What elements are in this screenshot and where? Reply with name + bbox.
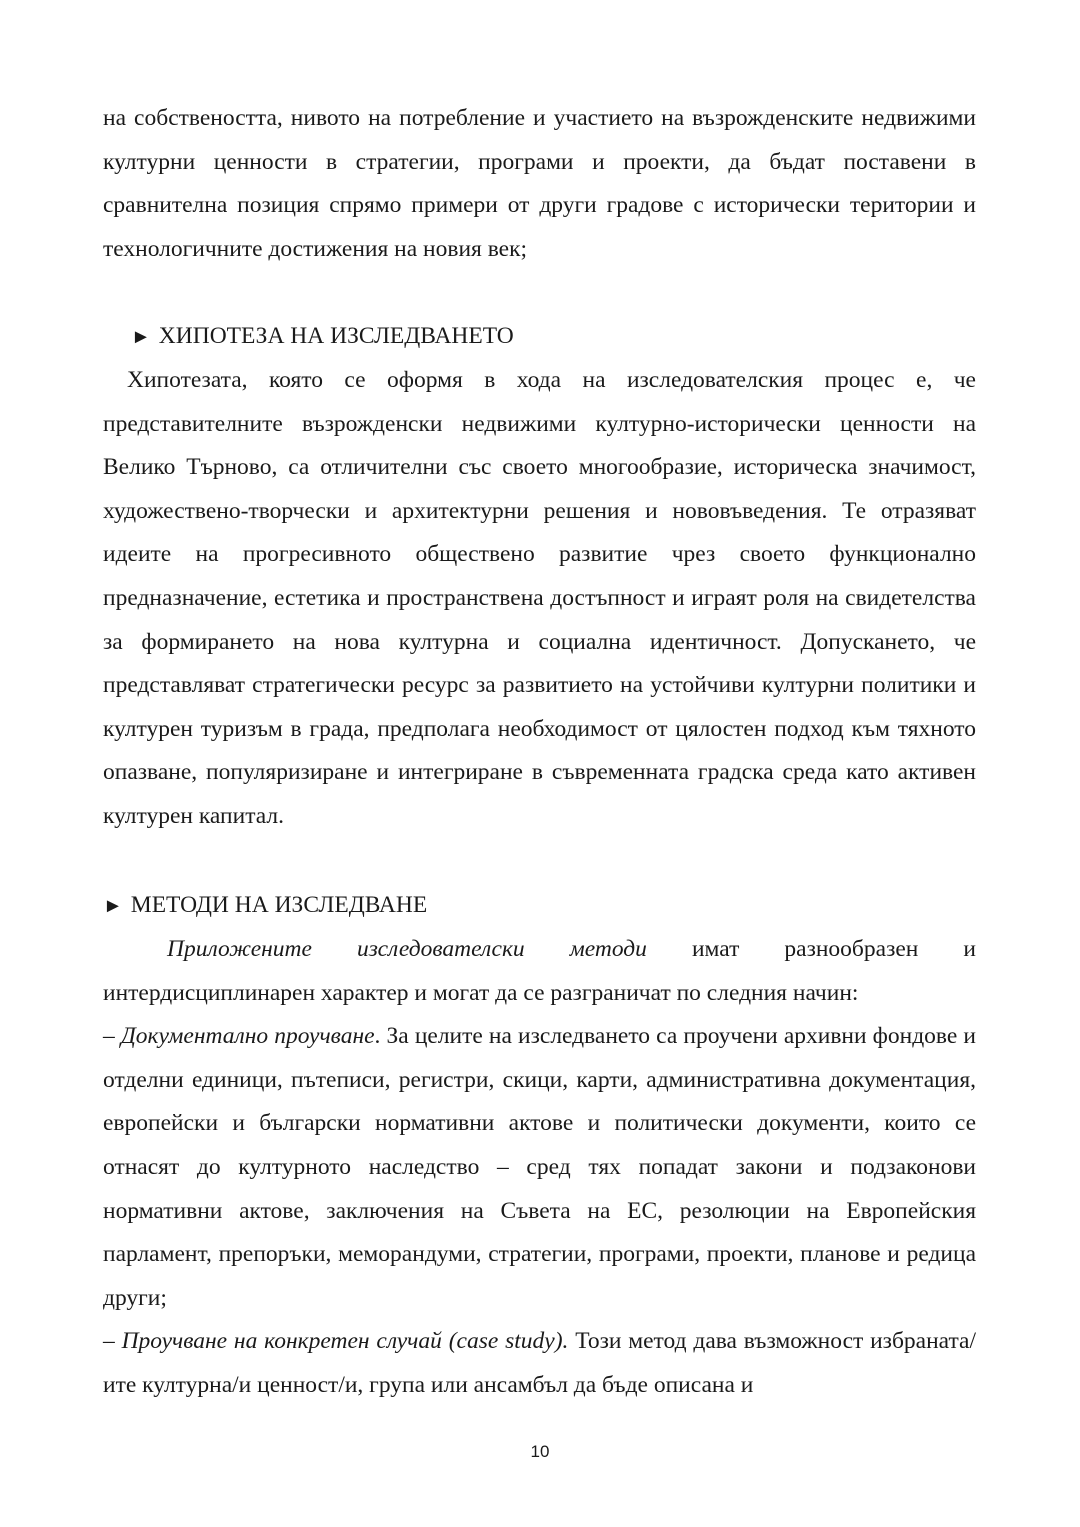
heading-methods bbox=[103, 884, 427, 929]
hypothesis-paragraph-block bbox=[103, 359, 976, 839]
method-documentary bbox=[103, 1015, 976, 1320]
intro-paragraph: на собствеността, нивото на потребление и участието на възрожденските недвижими културни ценности в стратегии, програми и проекти, да бъдат поставени в сравнителна позиция спрямо примери от други градове с исторически територии и технологичните достижения на новия век; bbox=[103, 105, 976, 262]
intro-paragraph-block bbox=[103, 97, 976, 271]
method-case-study-title: Проучване на конкретен случай (case study). bbox=[121, 1328, 569, 1355]
method-case-study bbox=[103, 1320, 976, 1407]
method-documentary-title: Документално проучване bbox=[120, 1023, 375, 1050]
method-documentary-dash: – bbox=[103, 1023, 121, 1050]
heading-methods-text: МЕТОДИ НА ИЗСЛЕДВАНЕ bbox=[130, 892, 428, 918]
methods-intro-text: имат разнообразен и интердисциплинарен характер и могат да се разграничат по следния начин: bbox=[103, 936, 976, 1006]
heading-hypothesis-text: ХИПОТЕЗА НА ИЗСЛЕДВАНЕТО bbox=[158, 323, 514, 349]
methods-intro-paragraph bbox=[103, 928, 976, 1015]
triangle-bullet-icon: ► bbox=[131, 326, 151, 348]
triangle-bullet-icon: ► bbox=[103, 895, 123, 917]
method-case-study-text: Този метод дава възможност избраната/ите културна/и ценност/и, група или ансамбъл да бъде описана и bbox=[103, 1328, 977, 1398]
method-case-study-dash: – bbox=[103, 1328, 122, 1355]
method-documentary-text: . За целите на изследването са проучени архивни фондове и отделни единици, пътеписи, регистри, скици, карти, административна документация, европейски и български нормативни актове и политически документи, които се отнасят до културното наследство – сред тях попадат закони и подзаконови нормативни актове, заключения на Съвета на ЕС, резолюции на Европейския парламент, препоръки, меморандуми, стратегии, програми, проекти, планове и редица други; bbox=[103, 1023, 976, 1311]
heading-hypothesis bbox=[131, 315, 514, 360]
methods-intro-emphasis: Приложените изследователски методи bbox=[167, 936, 647, 962]
hypothesis-paragraph: Хипотезата, която се оформя в хода на изследователския процес е, че представителните възрожденски недвижими културно-исторически ценности на Велико Търново, са отличителни със своето многообразие, историческа значимост, художествено-творчески и архитектурни решения и нововъведения. Те отразяват идеите на прогресивното обществено развитие чрез своето функционално предназначение, естетика и пространствена достъпност и играят роля на свидетелства за формирането на нова културна и социална идентичност. Допускането, че представляват стратегически ресурс за развитието на устойчиви културни политики и културен туризъм в града, предполага необходимост от цялостен подход към тяхното опазване, популяризиране и интегриране в съвременната градска среда като активен културен капитал. bbox=[103, 367, 976, 829]
page-number: 10 bbox=[530, 1442, 550, 1461]
methods-body bbox=[103, 928, 976, 1408]
